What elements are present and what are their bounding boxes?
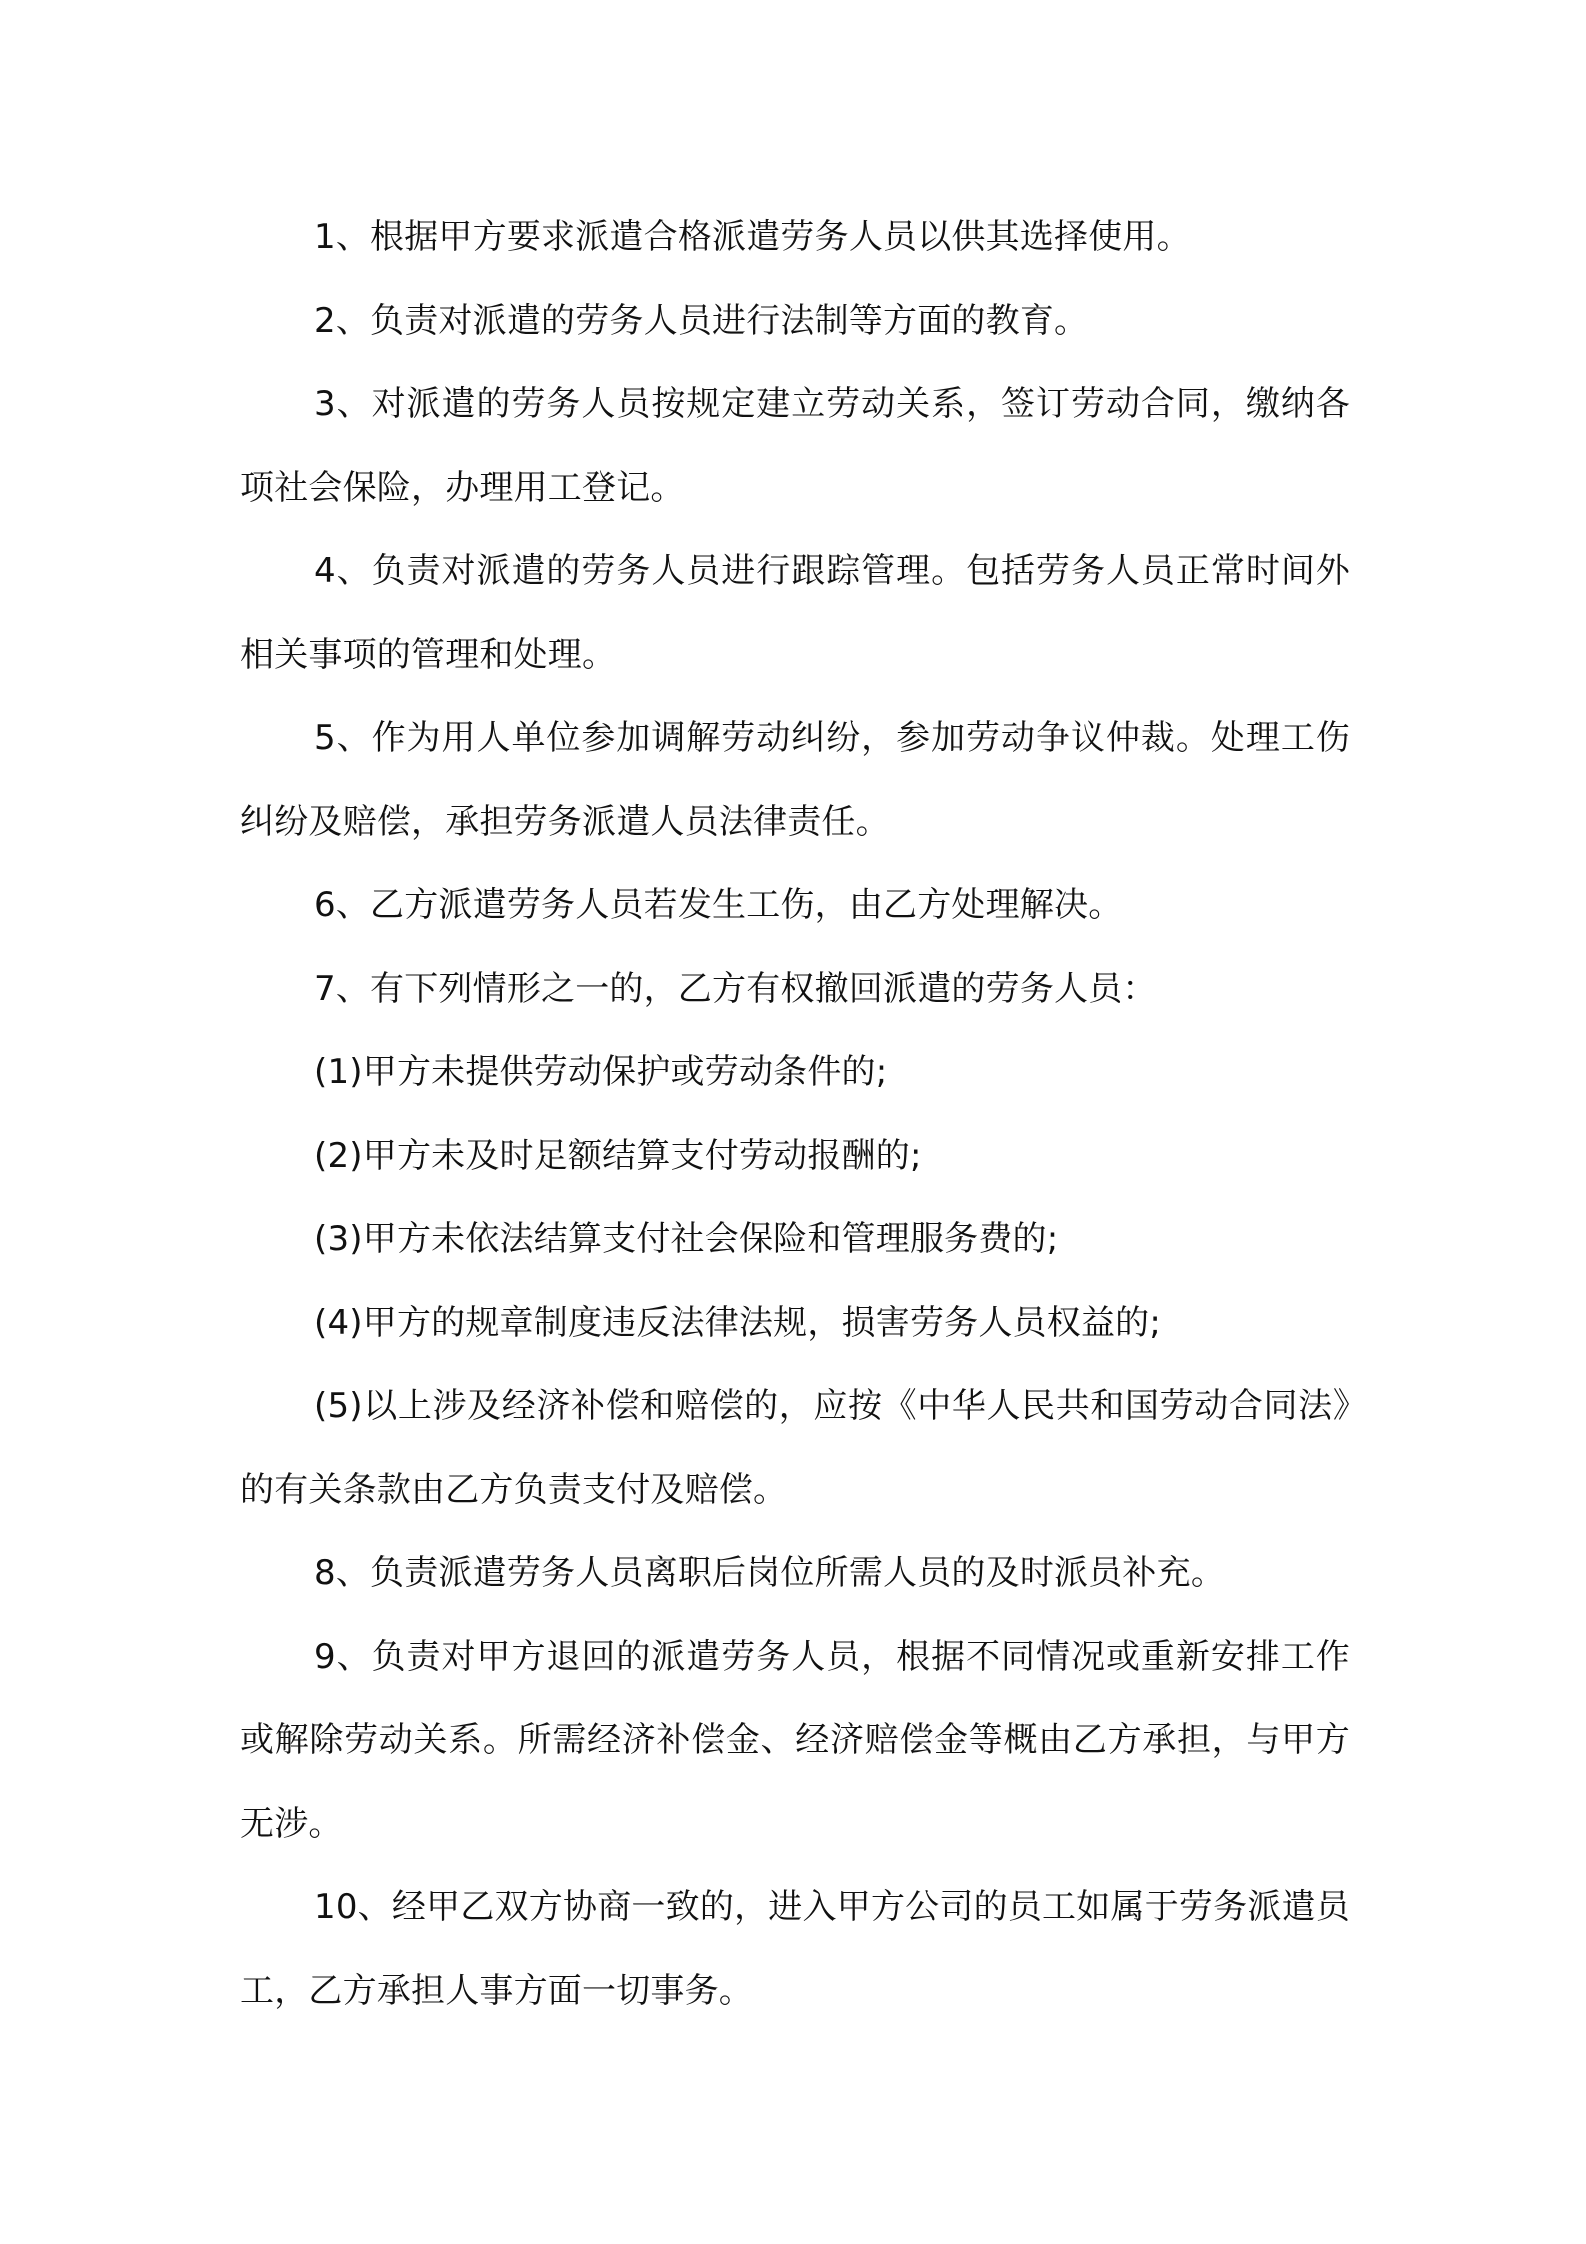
paragraph-2: 2、负责对派遣的劳务人员进行法制等方面的教育。: [314, 300, 1089, 341]
sub-item-3: (3)甲方未依法结算支付社会保险和管理服务费的;: [314, 1219, 1059, 1259]
paragraph-1: 1、根据甲方要求派遣合格派遣劳务人员以供其选择使用。: [314, 217, 1191, 257]
paragraph-9: 9、负责对甲方退回的派遣劳务人员，根据不同情况或重新安排工作或解除劳动关系。所需经济补偿金、经济赔偿金等概由乙方承担，与甲方无涉。: [240, 1636, 1350, 1844]
paragraph-5: 5、作为用人单位参加调解劳动纠纷，参加劳动争议仲裁。处理工伤纠纷及赔偿，承担劳务派遣人员法律责任。: [240, 718, 1350, 842]
sub-item-1: (1)甲方未提供劳动保护或劳动条件的;: [314, 1052, 888, 1092]
paragraph-6: 6、乙方派遣劳务人员若发生工伤，由乙方处理解决。: [314, 885, 1123, 925]
sub-item-4: (4)甲方的规章制度违反法律法规，损害劳务人员权益的;: [314, 1302, 1162, 1343]
document-body: [240, 196, 1350, 2033]
paragraph-7: 7、有下列情形之一的，乙方有权撤回派遣的劳务人员：: [314, 968, 1157, 1009]
paragraph-8: 8、负责派遣劳务人员离职后岗位所需人员的及时派员补充。: [314, 1553, 1226, 1593]
paragraph-3: 3、对派遣的劳务人员按规定建立劳动关系，签订劳动合同，缴纳各项社会保险，办理用工登记。: [240, 384, 1350, 508]
paragraph-4: 4、负责对派遣的劳务人员进行跟踪管理。包括劳务人员正常时间外相关事项的管理和处理。: [240, 551, 1350, 675]
sub-item-2: (2)甲方未及时足额结算支付劳动报酬的;: [314, 1135, 922, 1176]
paragraph-10: 10、经甲乙双方协商一致的，进入甲方公司的员工如属于劳务派遣员工，乙方承担人事方面一切事务。: [240, 1887, 1350, 2011]
sub-item-5: (5)以上涉及经济补偿和赔偿的，应按《中华人民共和国劳动合同法》的有关条款由乙方负责支付及赔偿。: [240, 1386, 1350, 1510]
